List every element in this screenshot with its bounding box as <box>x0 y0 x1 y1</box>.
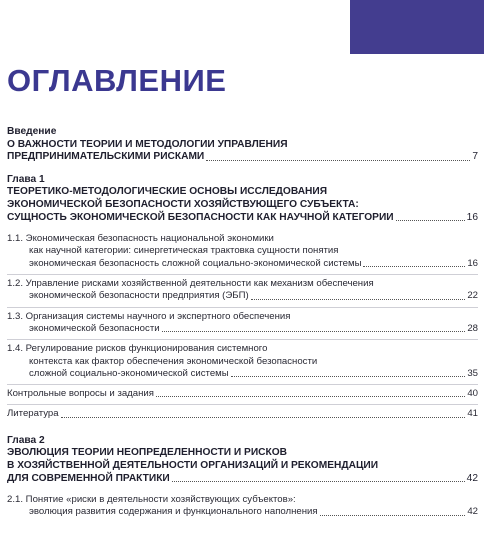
toc-entry-literature[interactable]: Литература 41 <box>7 404 478 424</box>
corner-accent-block <box>350 0 484 54</box>
toc-chapter-1 <box>7 174 478 425</box>
page-number: 7 <box>472 151 478 163</box>
page-number: 40 <box>467 388 478 400</box>
chapter-2-title-line: ЭВОЛЮЦИЯ ТЕОРИИ НЕОПРЕДЕЛЕННОСТИ И РИСКОВ <box>7 447 288 459</box>
page-number: 41 <box>467 408 478 420</box>
dot-leader <box>206 159 470 161</box>
page-number: 16 <box>467 257 478 269</box>
toc-entry-chapter-1[interactable] <box>7 212 478 225</box>
dot-leader <box>156 395 465 397</box>
toc-entry-2-1[interactable]: 2.1. Понятие «риски в деятельности хозяйствующих субъектов»: эволюция развития содержания и функционального наполнения 42 <box>7 494 478 518</box>
dot-leader <box>363 265 465 267</box>
page-number: 28 <box>467 322 478 334</box>
chapter-1-label: Глава 1 <box>7 173 45 185</box>
chapter-2-label: Глава 2 <box>7 434 45 446</box>
toc-entry-1-2[interactable]: 1.2. Управление рисками хозяйственной деятельности как механизм обеспечения экономической безопасности предприятия (ЭБП) 22 <box>7 274 478 307</box>
toc-intro <box>7 126 478 164</box>
toc-entry-chapter-2[interactable] <box>7 473 478 486</box>
dot-leader <box>231 375 466 377</box>
page-number: 42 <box>466 472 478 484</box>
chapter-1-title-line: ТЕОРЕТИКО-МЕТОДОЛОГИЧЕСКИЕ ОСНОВЫ ИССЛЕДОВАНИЯ <box>7 186 328 198</box>
page-title: ОГЛАВЛЕНИЕ <box>7 63 227 98</box>
dot-leader <box>251 298 466 300</box>
chapter-1-title-last: СУЩНОСТЬ ЭКОНОМИЧЕСКОЙ БЕЗОПАСНОСТИ КАК НАУЧНОЙ КАТЕГОРИИ <box>7 211 394 223</box>
dot-leader <box>162 330 466 332</box>
table-of-contents <box>7 126 478 533</box>
dot-leader <box>396 219 465 221</box>
toc-entry-intro[interactable] <box>7 151 478 164</box>
dot-leader <box>61 416 466 418</box>
intro-label: Введение <box>7 126 57 137</box>
toc-entry-1-3[interactable]: 1.3. Организация системы научного и экспертного обеспечения экономической безопасности 28 <box>7 307 478 340</box>
chapter-1-title-line: ЭКОНОМИЧЕСКОЙ БЕЗОПАСНОСТИ ХОЗЯЙСТВУЮЩЕГО СУБЪЕКТА: <box>7 198 359 210</box>
toc-entry-1-1[interactable]: 1.1. Экономическая безопасность национальной экономики как научной категории: синергетическая трактовка сущности понятия экономическая безопасность сложной социально-экономической системы 16 <box>7 233 478 269</box>
dot-leader <box>172 480 465 482</box>
page-number: 22 <box>467 290 478 302</box>
page-number: 42 <box>467 506 478 518</box>
toc-entry-1-4[interactable]: 1.4. Регулирование рисков функционирования системного контекста как фактор обеспечения экономической безопасности сложной социально-экономической системы 35 <box>7 339 478 384</box>
chapter-2-title-last: ДЛЯ СОВРЕМЕННОЙ ПРАКТИКИ <box>7 472 170 484</box>
toc-chapter-2 <box>7 435 478 523</box>
dot-leader <box>320 514 466 516</box>
intro-title-last: ПРЕДПРИНИМАТЕЛЬСКИМИ РИСКАМИ <box>7 151 205 163</box>
chapter-2-title-line: В ХОЗЯЙСТВЕННОЙ ДЕЯТЕЛЬНОСТИ ОРГАНИЗАЦИЙ И РЕКОМЕНДАЦИИ <box>7 459 379 471</box>
toc-entry-questions[interactable]: Контрольные вопросы и задания 40 <box>7 384 478 404</box>
page-number: 35 <box>467 367 478 379</box>
page-number: 16 <box>466 211 478 223</box>
intro-title-line: О ВАЖНОСТИ ТЕОРИИ И МЕТОДОЛОГИИ УПРАВЛЕНИЯ <box>7 138 288 150</box>
